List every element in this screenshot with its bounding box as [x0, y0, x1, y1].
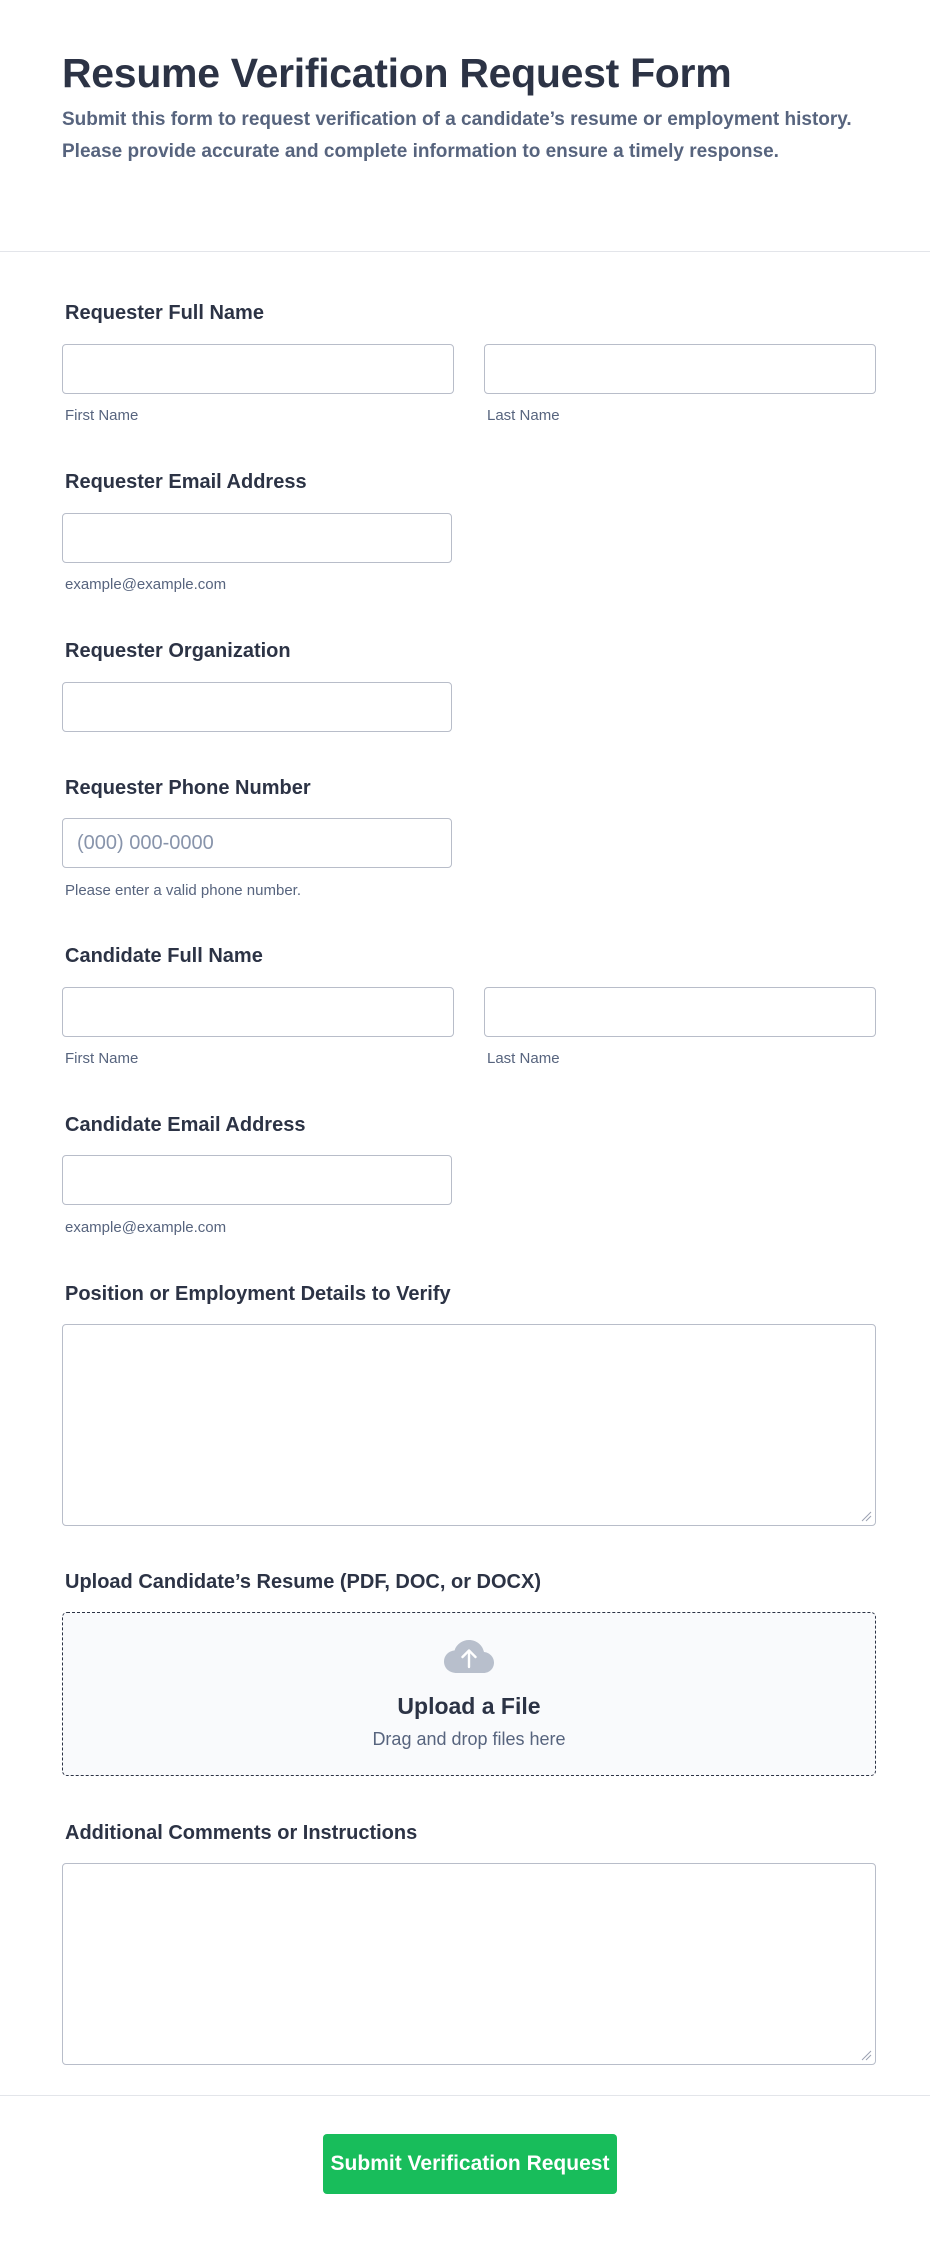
position-details-label: Position or Employment Details to Verify: [65, 1283, 451, 1305]
requester-organization-label: Requester Organization: [65, 640, 291, 662]
comments-label: Additional Comments or Instructions: [65, 1822, 418, 1844]
upload-title: Upload a File: [397, 1693, 541, 1719]
requester-phone-label: Requester Phone Number: [65, 777, 311, 799]
submit-verification-button[interactable]: Submit Verification Request: [323, 2134, 617, 2194]
requester-last-name-sublabel: Last Name: [487, 407, 560, 424]
requester-first-name-sublabel: First Name: [65, 407, 139, 424]
candidate-last-name-input[interactable]: [484, 987, 876, 1037]
requester-name-label: Requester Full Name: [65, 302, 264, 324]
requester-first-name-input[interactable]: [62, 344, 454, 394]
candidate-last-name-sublabel: Last Name: [487, 1050, 560, 1067]
requester-email-label: Requester Email Address: [65, 471, 307, 493]
candidate-email-sublabel: example@example.com: [65, 1219, 227, 1236]
form-description: Submit this form to request verification of a candidate’s resume or employment history. Please provide accurate and complete information to ensure a timely response.: [62, 109, 852, 162]
form-header: [0, 0, 930, 252]
requester-email-input[interactable]: [62, 513, 452, 563]
requester-phone-sublabel: Please enter a valid phone number.: [65, 882, 301, 899]
comments-textarea[interactable]: [62, 1863, 876, 2065]
upload-subtitle: Drag and drop files here: [372, 1729, 566, 1749]
requester-email-sublabel: example@example.com: [65, 576, 227, 593]
resize-grip-icon[interactable]: [860, 1510, 872, 1522]
candidate-first-name-sublabel: First Name: [65, 1050, 139, 1067]
resume-upload-label: Upload Candidate’s Resume (PDF, DOC, or DOCX): [65, 1571, 541, 1593]
form-title: Resume Verification Request Form: [62, 50, 732, 96]
candidate-first-name-input[interactable]: [62, 987, 454, 1037]
candidate-name-label: Candidate Full Name: [65, 945, 263, 967]
requester-phone-input[interactable]: [62, 818, 452, 868]
cloud-upload-icon: [443, 1639, 495, 1675]
position-details-textarea[interactable]: [62, 1324, 876, 1526]
resize-grip-icon[interactable]: [860, 2049, 872, 2061]
resume-upload-dropzone[interactable]: [62, 1612, 876, 1776]
candidate-email-label: Candidate Email Address: [65, 1114, 306, 1136]
requester-organization-input[interactable]: [62, 682, 452, 732]
form-footer: [0, 2095, 930, 2242]
candidate-email-input[interactable]: [62, 1155, 452, 1205]
requester-last-name-input[interactable]: [484, 344, 876, 394]
